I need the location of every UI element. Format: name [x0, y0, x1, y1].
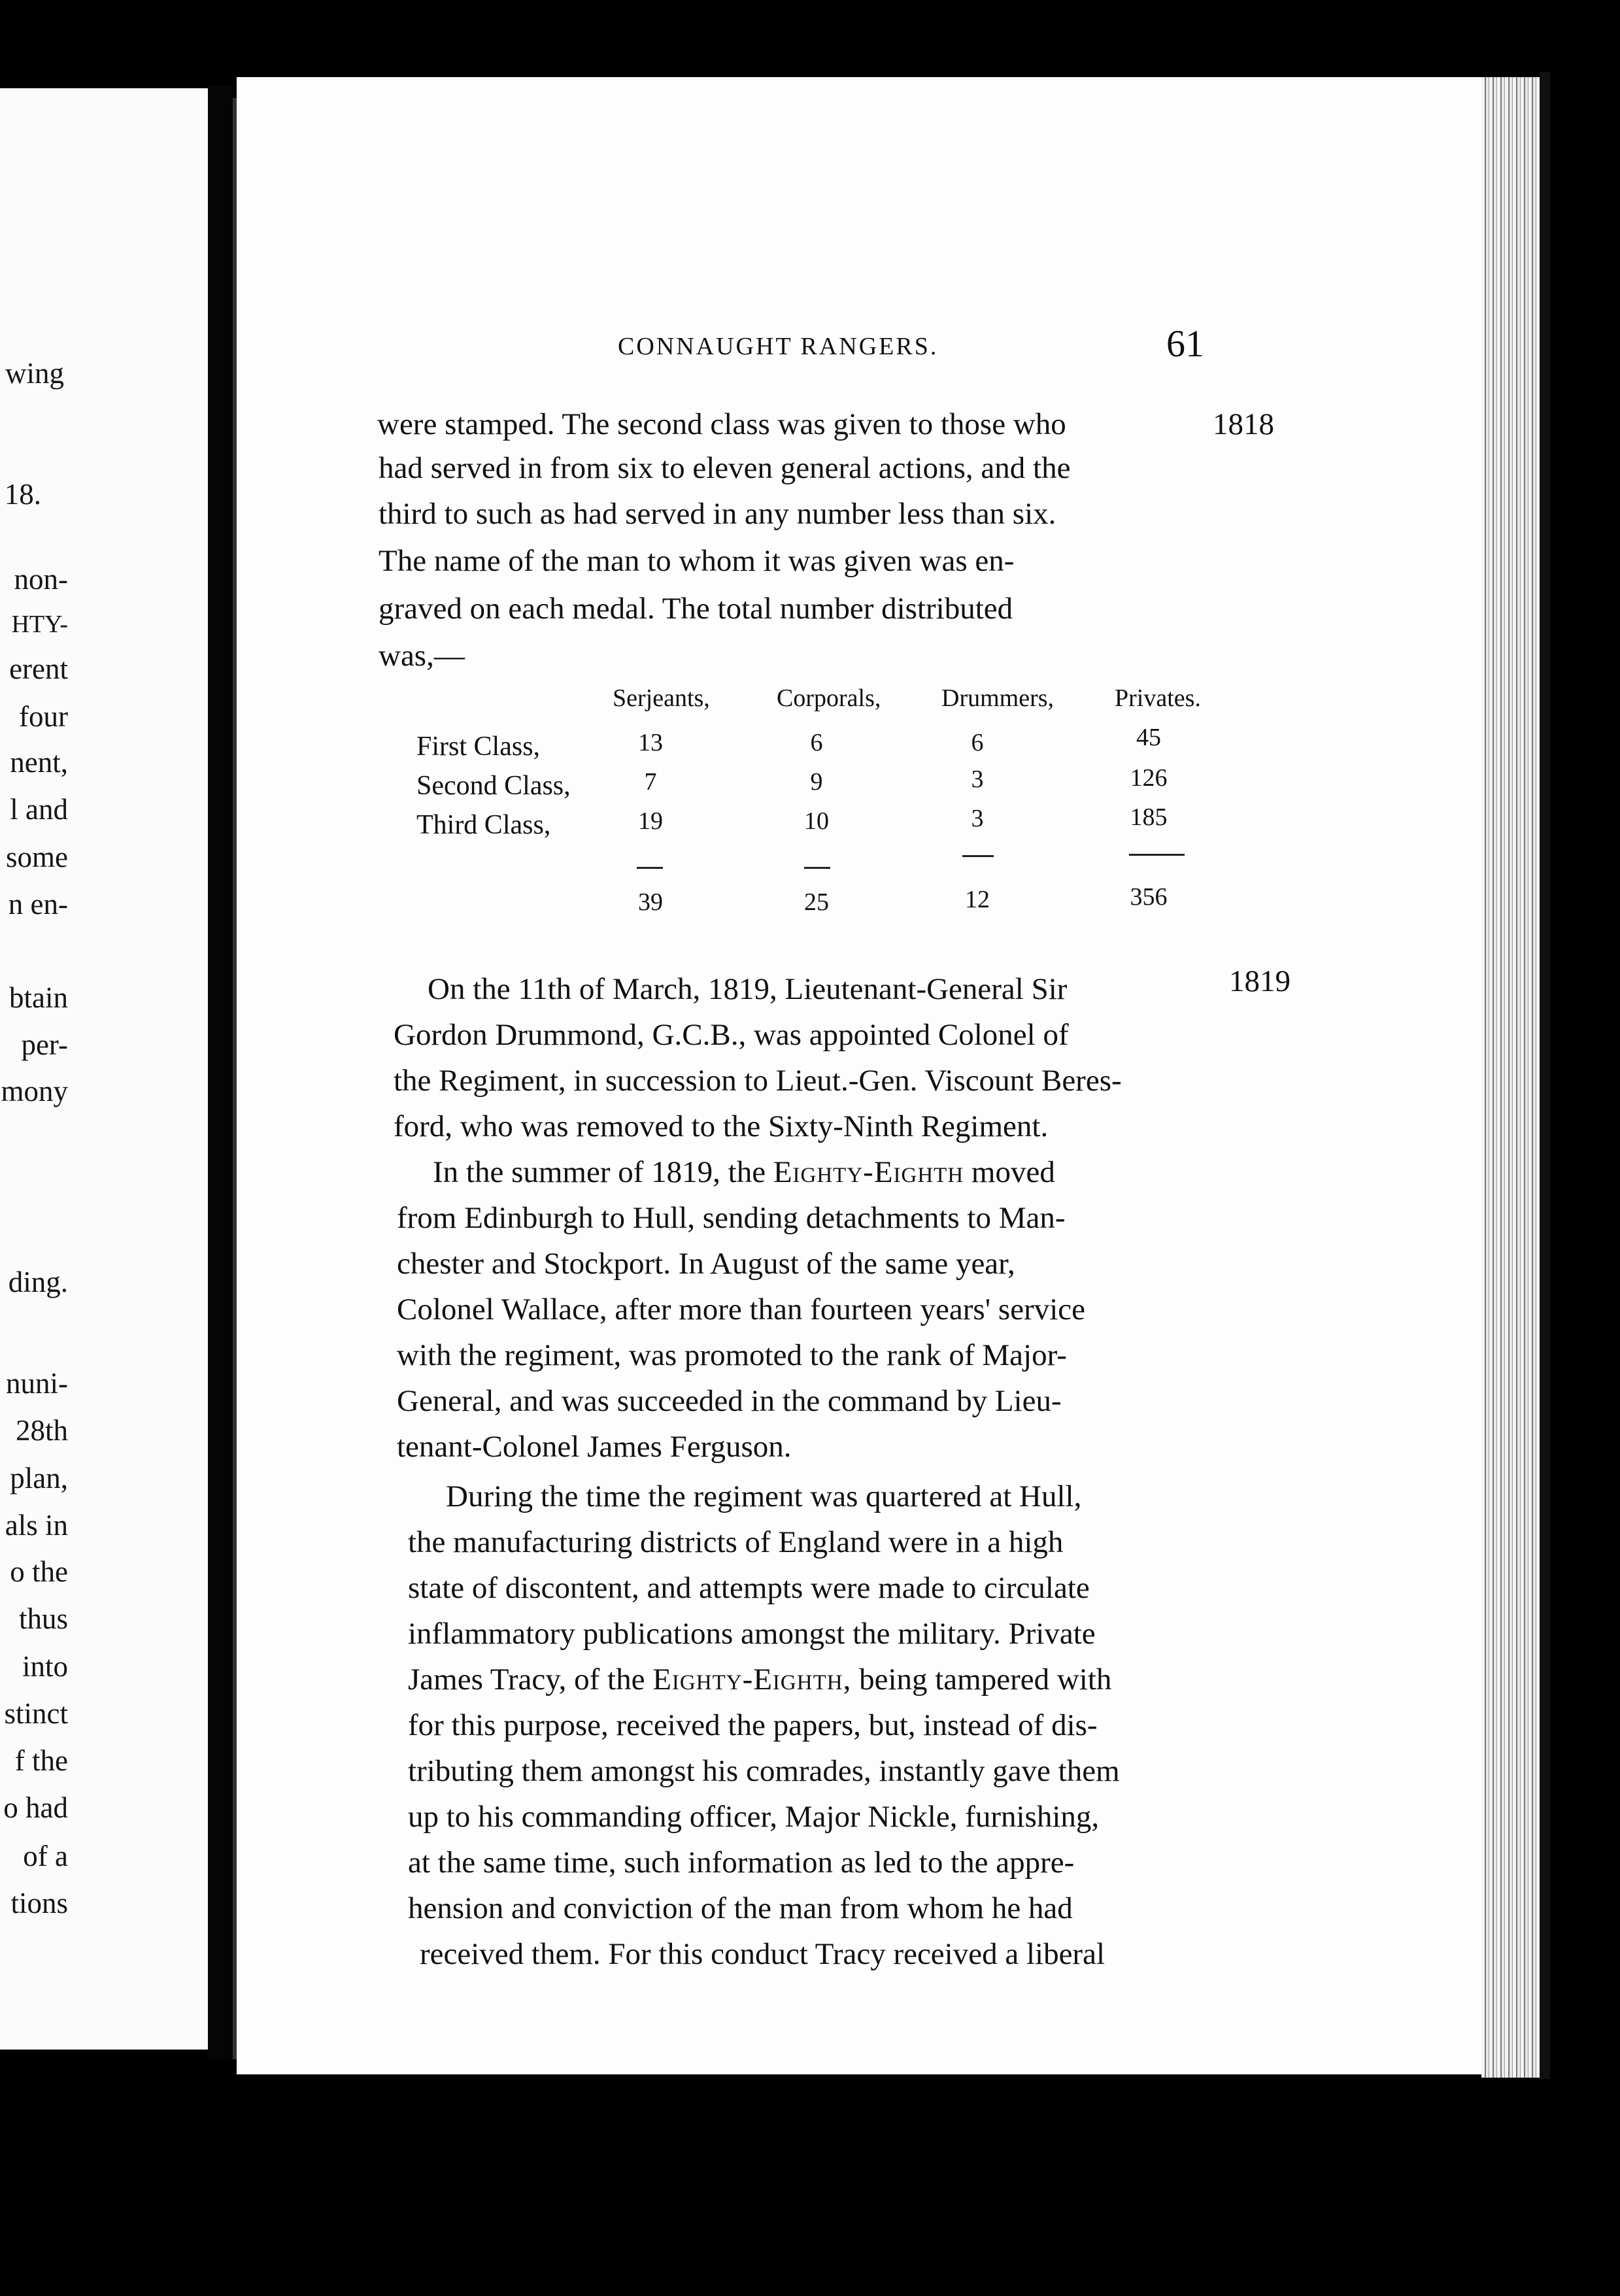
- facing-text: btain: [9, 981, 68, 1014]
- facing-page-fragment: [0, 88, 208, 2050]
- table-rule: [962, 855, 994, 857]
- text-line: third to such as had served in any number less than six.: [379, 497, 1056, 531]
- table-rule: [637, 867, 663, 869]
- page-header: [237, 322, 1494, 378]
- regiment-name: Eighty-Eighth,: [652, 1663, 852, 1697]
- facing-text: f the: [14, 1744, 68, 1777]
- text-line: tenant-Colonel James Ferguson.: [397, 1430, 792, 1464]
- table-rule: [804, 867, 830, 869]
- table-cell: 45: [1136, 724, 1161, 751]
- facing-text: 18.: [4, 478, 41, 511]
- facing-text: mony: [1, 1075, 68, 1107]
- text-line: On the 11th of March, 1819, Lieutenant-General Sir: [428, 972, 1068, 1006]
- facing-text: n en-: [8, 888, 68, 920]
- table-cell: 185: [1130, 803, 1168, 831]
- facing-text: plan,: [10, 1462, 68, 1494]
- text-line: tributing them amongst his comrades, instantly gave them: [408, 1754, 1120, 1788]
- table-cell: 13: [638, 729, 663, 756]
- table-cell: 126: [1130, 764, 1168, 792]
- text-line: General, and was succeeded in the command by Lieu-: [397, 1384, 1062, 1418]
- table-cell: 19: [638, 807, 663, 835]
- page-block-edge: [1481, 77, 1544, 2078]
- text-line: up to his commanding officer, Major Nickle, furnishing,: [408, 1800, 1100, 1834]
- facing-text: stinct: [4, 1697, 68, 1730]
- table-rule: [1129, 854, 1185, 856]
- column-header-corporals: Corporals,: [777, 684, 881, 712]
- facing-text: tions: [10, 1887, 68, 1919]
- running-title: CONNAUGHT RANGERS.: [618, 333, 939, 360]
- facing-text: ding.: [8, 1266, 68, 1298]
- facing-text: of a: [23, 1840, 68, 1872]
- row-label-second-class: Second Class,: [416, 771, 571, 801]
- column-header-serjeants: Serjeants,: [613, 684, 710, 712]
- text-line: graved on each medal. The total number distributed: [379, 592, 1013, 626]
- text-line: from Edinburgh to Hull, sending detachments to Man-: [397, 1201, 1066, 1235]
- text-line: the Regiment, in succession to Lieut.-Gen. Viscount Beres-: [394, 1064, 1122, 1098]
- text-fragment: James Tracy, of the: [408, 1663, 645, 1697]
- facing-text: o had: [3, 1791, 68, 1824]
- table-cell: 3: [971, 766, 984, 793]
- facing-text: l and: [10, 793, 68, 826]
- facing-text: nuni-: [6, 1367, 68, 1400]
- text-line: [433, 1157, 1055, 1188]
- table-total: 39: [638, 888, 663, 916]
- table-cell: 3: [971, 805, 984, 832]
- text-line: During the time the regiment was quartered at Hull,: [446, 1479, 1082, 1513]
- book-gutter: [208, 85, 234, 2059]
- facing-text: thus: [18, 1602, 68, 1635]
- table-cell: 6: [971, 729, 984, 756]
- text-line: were stamped. The second class was given to those who: [377, 407, 1066, 441]
- regiment-name: Eighty-Eighth: [773, 1155, 964, 1189]
- text-line: ford, who was removed to the Sixty-Ninth Regiment.: [394, 1109, 1049, 1143]
- text-line: at the same time, such information as led to the appre-: [408, 1846, 1075, 1880]
- text-line: was,—: [379, 639, 465, 673]
- text-line: Gordon Drummond, G.C.B., was appointed Colonel of: [394, 1018, 1069, 1052]
- table-cell: 7: [644, 768, 657, 796]
- facing-text: into: [22, 1650, 68, 1683]
- facing-text: wing: [5, 357, 64, 390]
- margin-year-1818: 1818: [1213, 407, 1274, 441]
- page-edge-shadow: [1540, 72, 1550, 2079]
- text-line: Colonel Wallace, after more than fourteen years' service: [397, 1292, 1086, 1326]
- text-line: had served in from six to eleven general actions, and the: [379, 451, 1071, 485]
- table-cell: 9: [810, 768, 823, 796]
- text-line: with the regiment, was promoted to the rank of Major-: [397, 1338, 1067, 1372]
- text-fragment: In the summer of 1819, the: [433, 1155, 766, 1189]
- facing-text: HTY-: [11, 611, 68, 638]
- row-label-first-class: First Class,: [416, 732, 541, 762]
- row-label-third-class: Third Class,: [416, 810, 551, 840]
- text-fragment: moved: [971, 1155, 1055, 1189]
- facing-text: o the: [10, 1555, 68, 1588]
- text-line: hension and conviction of the man from whom he had: [408, 1891, 1073, 1925]
- table-total: 356: [1130, 883, 1168, 911]
- facing-text: four: [19, 700, 68, 733]
- text-line: inflammatory publications amongst the military. Private: [408, 1617, 1096, 1651]
- facing-text: per-: [21, 1028, 68, 1061]
- facing-text: some: [6, 841, 68, 873]
- text-line: the manufacturing districts of England were in a high: [408, 1525, 1064, 1559]
- facing-text: non-: [14, 563, 68, 596]
- text-line: chester and Stockport. In August of the same year,: [397, 1247, 1015, 1281]
- text-line: The name of the man to whom it was given was en-: [379, 544, 1015, 578]
- facing-text: nent,: [10, 746, 68, 779]
- column-header-privates: Privates.: [1115, 684, 1201, 712]
- table-total: 25: [804, 888, 829, 916]
- column-header-drummers: Drummers,: [941, 684, 1055, 712]
- text-fragment: being tampered with: [859, 1663, 1112, 1697]
- book-page: [237, 77, 1494, 2074]
- text-line: state of discontent, and attempts were made to circulate: [408, 1571, 1090, 1605]
- text-line: [408, 1664, 1111, 1695]
- table-total: 12: [965, 886, 990, 913]
- margin-year-1819: 1819: [1229, 964, 1291, 998]
- page-number: 61: [1166, 322, 1204, 365]
- facing-text: 28th: [15, 1414, 68, 1447]
- table-cell: 6: [810, 729, 823, 756]
- facing-text: erent: [9, 652, 68, 685]
- table-cell: 10: [804, 807, 829, 835]
- text-line: for this purpose, received the papers, but, instead of dis-: [408, 1708, 1098, 1742]
- facing-text: als in: [5, 1509, 68, 1542]
- text-line: received them. For this conduct Tracy received a liberal: [420, 1937, 1105, 1971]
